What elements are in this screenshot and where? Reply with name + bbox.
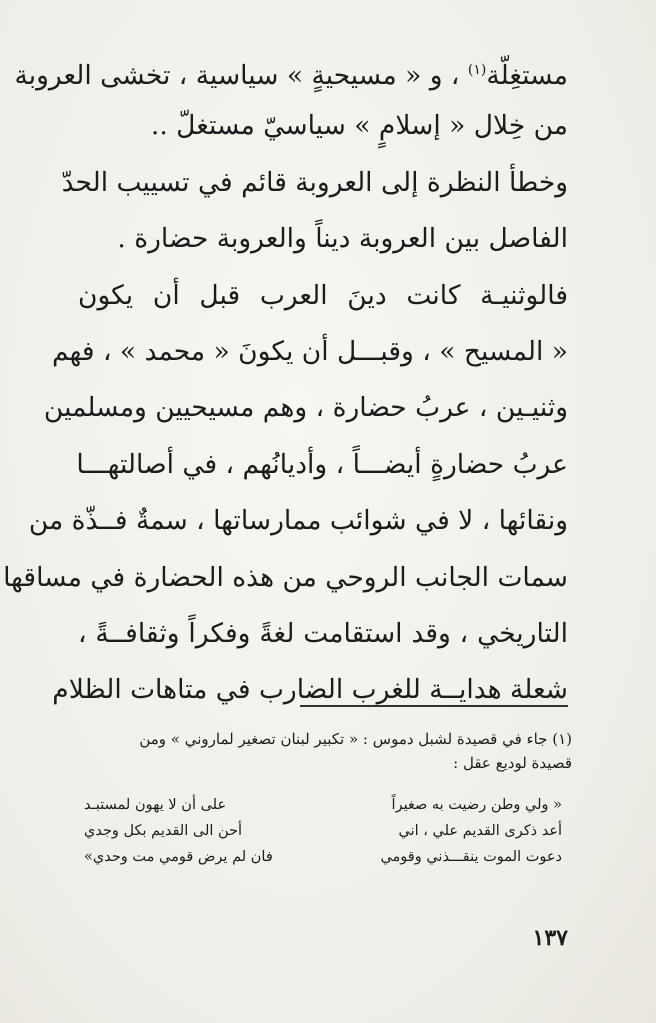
- text-line-1-rest: ، و « مسيحيةٍ » سياسية ، تخشى العروبة: [14, 60, 460, 91]
- poem-verse-2: [84, 818, 562, 844]
- text-line-10: سمات الجانب الروحي من هذه الحضارة في مساقها: [3, 561, 568, 593]
- footnote-line-1: (١) جاء في قصيدة لشبل دموس : « تكبير لبنان تصغير لماروني » ومن: [139, 730, 572, 748]
- footnote-separator: [300, 705, 568, 707]
- footnote-poem: [84, 792, 562, 870]
- main-text: [3, 42, 568, 719]
- text-line-11: التاريخي ، وقد استقامت لغةً وفكراً وثقافــةً ،: [78, 617, 568, 649]
- text-line-3: وخطأ النظرة إلى العروبة قائم في تسييب الحدّ: [61, 166, 568, 198]
- text-line-1: [14, 42, 568, 98]
- text-line-8: عربُ حضارةٍ أيضـــاً ، وأديانُهم ، في أصالتهـــا: [76, 448, 568, 480]
- text-line-4: الفاصل بين العروبة ديناً والعروبة حضارة .: [117, 223, 568, 255]
- poem-verse-1: [84, 792, 562, 818]
- poem-verse-3-first: دعوت الموت ينقـــذني وقومي: [380, 849, 562, 865]
- poem-verse-2-second: أحن الى القديم بكل وجدي: [84, 823, 243, 839]
- text-line-7: وثنيـين ، عربُ حضارة ، وهم مسيحيين ومسلمين: [43, 392, 568, 424]
- poem-verse-1-first: « ولي وطن رضيت به صغيراً: [391, 797, 562, 813]
- page-number: ١٣٧: [532, 925, 568, 951]
- footnote: [76, 727, 572, 775]
- text-line-2: من خِلال « إسلامٍ » سياسيّ مستغلّ ..: [150, 110, 568, 142]
- poem-verse-3: [84, 844, 562, 870]
- text-line-12: شعلة هدايــة للغرب الضارب في متاهات الظلام: [52, 674, 568, 706]
- text-line-9: ونقائها ، لا في شوائب ممارساتها ، سمةٌ فــذّة من: [28, 505, 568, 537]
- text-line-1-start: مستغِلّة: [486, 60, 568, 91]
- text-line-5: فالوثنيـة كانت دينَ العرب قبل أن يكون: [78, 279, 568, 311]
- footnote-line-2: قصيدة لوديع عقل :: [453, 754, 572, 772]
- poem-verse-3-second: فان لم يرض قومي مت وحدي»: [84, 849, 273, 865]
- footnote-reference: (١): [467, 62, 487, 78]
- text-line-6: « المسيح » ، وقبـــل أن يكونَ « محمد » ، فهم: [52, 335, 568, 367]
- poem-verse-1-second: على أن لا يهون لمستبـد: [84, 797, 227, 813]
- poem-verse-2-first: أعد ذكرى القديم علي ، اني: [398, 823, 562, 839]
